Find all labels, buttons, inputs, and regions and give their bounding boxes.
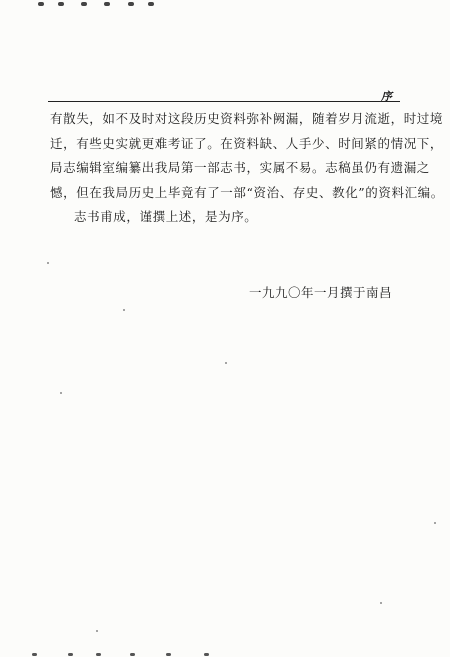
text-line: 憾，但在我局历史上毕竟有了一部“资治、存史、教化”的资料汇编。 bbox=[50, 184, 444, 200]
paragraph-1 bbox=[50, 107, 444, 205]
scan-speck bbox=[47, 262, 49, 264]
scan-speck bbox=[434, 522, 436, 524]
section-mark: 序 bbox=[381, 90, 392, 103]
scan-edge-bottom bbox=[0, 649, 450, 657]
scan-speck bbox=[380, 602, 382, 604]
scan-speck bbox=[60, 392, 62, 394]
scan-speck bbox=[96, 630, 98, 632]
text-line: 局志编辑室编纂出我局第一部志书，实属不易。志稿虽仍有遗漏之 bbox=[50, 160, 430, 175]
text-line: 迁，有些史实就更难考证了。在资料缺、人手少、时间紧的情况下， bbox=[50, 135, 444, 151]
text-line: 有散失，如不及时对这段历史资料弥补阙漏，随着岁月流逝，时过境 bbox=[50, 111, 444, 126]
scan-speck bbox=[123, 309, 125, 311]
preface-body bbox=[50, 107, 444, 230]
paragraph-2 bbox=[50, 205, 400, 230]
scan-speck bbox=[225, 362, 227, 364]
signature-date: 一九九〇年一月撰于南昌 bbox=[249, 285, 393, 300]
scan-edge-top bbox=[0, 0, 450, 10]
text-line: 志书甫成，谨撰上述，是为序。 bbox=[74, 209, 258, 224]
header-rule bbox=[48, 101, 400, 102]
